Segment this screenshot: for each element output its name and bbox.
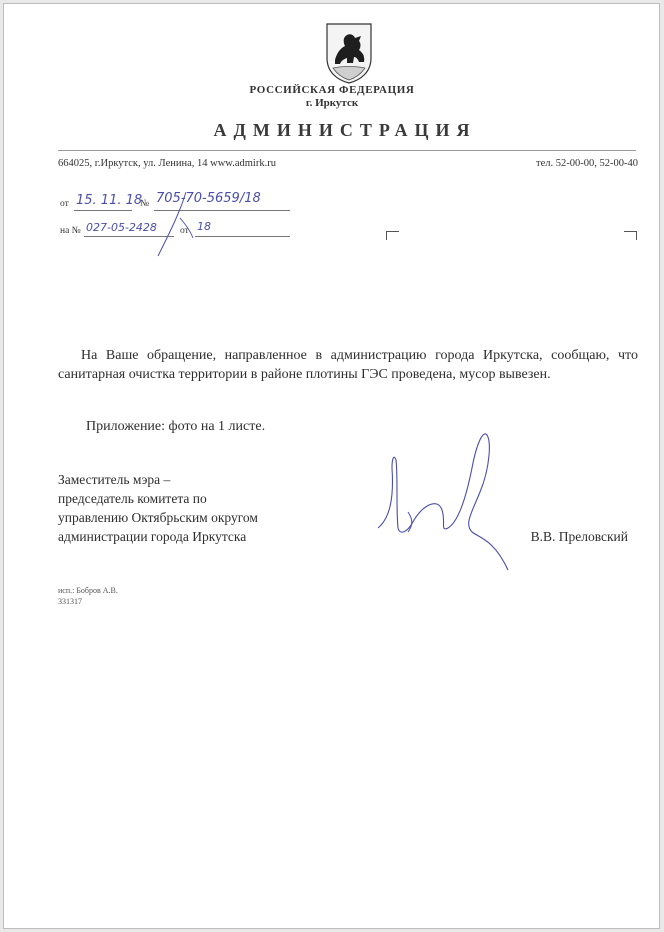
phone-line: тел. 52-00-00, 52-00-40 [536, 158, 638, 169]
country-name: РОССИЙСКАЯ ФЕДЕРАЦИЯ [249, 84, 415, 96]
irkutsk-coat-of-arms-icon [323, 22, 375, 84]
city-name: г. Иркутск [305, 97, 359, 109]
signer-name: В.В. Преловский [530, 529, 628, 544]
incoming-from-label: от [180, 226, 189, 236]
handwritten-signature [368, 428, 528, 578]
date-underline [74, 210, 132, 211]
attachment-note: Приложение: фото на 1 листе. [86, 419, 266, 434]
pen-stroke-mark [150, 188, 195, 260]
address-corner-left [386, 231, 399, 240]
position-line: председатель комитета по [58, 491, 207, 506]
to-label: на № [60, 226, 81, 236]
header-divider [58, 150, 636, 151]
from-label: от [60, 199, 69, 209]
address-corner-right [624, 231, 637, 240]
number-label: № [140, 199, 150, 209]
position-line: администрации города Иркутска [58, 529, 247, 544]
document-page [3, 3, 660, 929]
outgoing-date: 15. 11. 18 [76, 193, 143, 208]
incoming-date: 18 [197, 220, 211, 233]
executor-name: исп.: Бобров А.В. [58, 586, 118, 595]
position-line: Заместитель мэра – [58, 472, 171, 487]
executor-info [58, 585, 118, 607]
address-line: 664025, г.Иркутск, ул. Ленина, 14 www.admirk.ru [58, 158, 276, 169]
organization-title: АДМИНИСТРАЦИЯ [213, 120, 477, 140]
incoming-date-underline [195, 236, 290, 237]
position-line: управлению Октябрьским округом [58, 510, 258, 525]
signer-position [58, 470, 258, 546]
outgoing-number: 705-70-5659/18 [156, 191, 261, 206]
letter-paragraph: На Ваше обращение, направленное в администрацию города Иркутска, сообщаю, что санитарная очистка территории в районе плотины ГЭС проведена, мусор вывезен. [58, 348, 638, 382]
incoming-number: 027-05-2428 [86, 221, 157, 234]
executor-phone: 331317 [58, 597, 82, 606]
